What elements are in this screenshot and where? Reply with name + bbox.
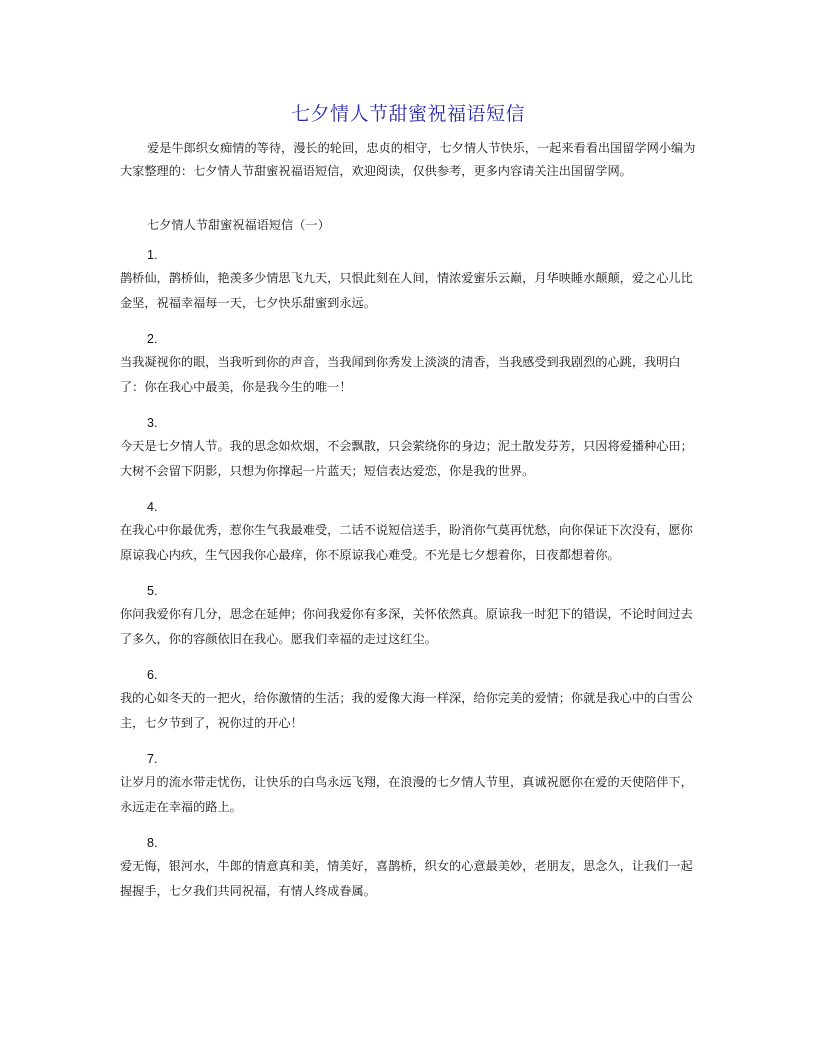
item-number: 6. [147,668,158,682]
section-heading: 七夕情人节甜蜜祝福语短信（一） [147,218,330,232]
list-item [120,748,696,820]
item-number: 2. [147,332,158,346]
list-item [120,244,696,316]
item-number: 1. [147,248,158,262]
item-text: 今天是七夕情人节。我的思念如炊烟，不会飘散，只会萦绕你的身边；泥土散发芬芳，只因将爱播种心田；大树不会留下阴影，只想为你撑起一片蓝天；短信表达爱恋，你是我的世界。 [120,439,693,478]
item-text: 你问我爱你有几分，思念在延伸；你问我爱你有多深，关怀依然真。原谅我一时犯下的错误，不论时间过去了多久，你的容颜依旧在我心。愿我们幸福的走过这红尘。 [120,607,693,646]
item-number: 8. [147,836,158,850]
list-item [120,496,696,568]
list-item [120,412,696,484]
item-text: 我的心如冬天的一把火，给你激情的生活；我的爱像大海一样深，给你完美的爱情；你就是我心中的白雪公主，七夕节到了，祝你过的开心！ [120,691,693,730]
item-number: 7. [147,752,158,766]
message-list [120,244,696,916]
list-item [120,580,696,652]
item-text: 在我心中你最优秀，惹你生气我最难受，二话不说短信送手，盼消你气莫再忧愁，向你保证下次没有，愿你原谅我心内疚，生气因我你心最痒，你不原谅我心难受。不光是七夕想着你，日夜都想着你。 [120,523,693,562]
list-item [120,832,696,904]
item-number: 5. [147,584,158,598]
list-item [120,664,696,736]
item-text: 让岁月的流水带走忧伤，让快乐的白鸟永远飞翔，在浪漫的七夕情人节里，真诚祝愿你在爱的天使陪伴下，永远走在幸福的路上。 [120,775,693,814]
item-text: 鹊桥仙，鹊桥仙，艳羡多少情思飞九天，只恨此刻在人间，情浓爱蜜乐云巅，月华映睡水颠颠，爱之心儿比金坚，祝福幸福每一天，七夕快乐甜蜜到永远。 [120,271,693,310]
list-item [120,328,696,400]
item-number: 4. [147,500,158,514]
item-text: 当我凝视你的眼，当我听到你的声音，当我闻到你秀发上淡淡的清香，当我感受到我剧烈的心跳，我明白了：你在我心中最美，你是我今生的唯一！ [120,355,681,394]
intro-paragraph: 爱是牛郎织女痴情的等待，漫长的轮回，忠贞的相守，七夕情人节快乐，一起来看看出国留学网小编为大家整理的：七夕情人节甜蜜祝福语短信，欢迎阅读，仅供参考，更多内容请关注出国留学网。 [120,141,696,178]
document-title: 七夕情人节甜蜜祝福语短信 [290,103,525,125]
item-text: 爱无悔，银河水，牛郎的情意真和美，情美好，喜鹊桥，织女的心意最美妙，老朋友，思念久，让我们一起握握手，七夕我们共同祝福，有情人终成眷属。 [120,859,693,898]
item-number: 3. [147,416,158,430]
